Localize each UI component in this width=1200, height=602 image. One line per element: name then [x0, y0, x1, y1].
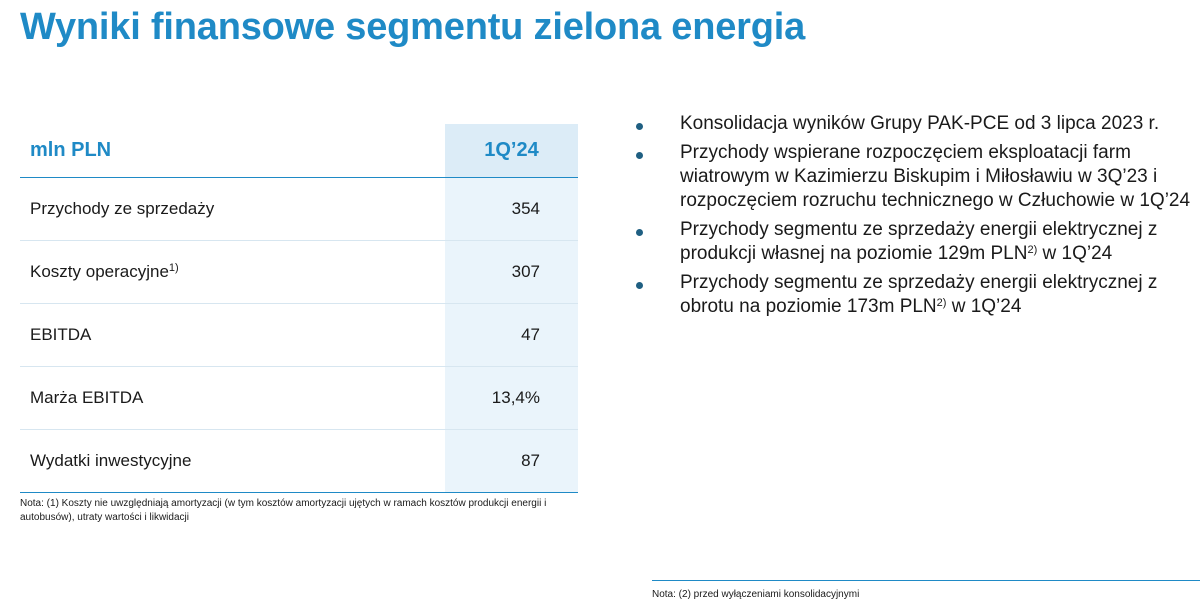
list-item	[632, 112, 1192, 136]
table-footnote: Nota: (1) Koszty nie uwzględniają amortyzacji (w tym kosztów amortyzacji ujętych w ramach kosztów produkcji energii i autobusów), utraty wartości i likwidacji	[20, 498, 547, 523]
row-value: 13,4%	[445, 367, 578, 430]
table-header-row	[20, 124, 578, 178]
row-label-text: Marża EBITDA	[30, 388, 144, 407]
bullet-text: Przychody wspierane rozpoczęciem eksploatacji farm wiatrowym w Kazimierzu Biskupim i Miłosławiu w 3Q’23 i rozpoczęciem rozruchu technicznego w Człuchowie w 1Q’24	[680, 142, 1191, 211]
row-label	[20, 430, 445, 493]
footnote-ref: 2)	[1027, 244, 1038, 256]
bullet-dot-icon	[636, 282, 643, 289]
page-title: Wyniki finansowe segmentu zielona energia	[20, 6, 806, 48]
footnote-ref: 2)	[936, 297, 947, 309]
footnote-divider	[652, 580, 1200, 581]
row-label-text: Przychody ze sprzedaży	[30, 199, 215, 218]
header-unit: mln PLN	[20, 124, 445, 178]
row-value: 87	[445, 430, 578, 493]
financial-results-table	[20, 124, 578, 493]
bullet-text: Konsolidacja wyników Grupy PAK-PCE od 3 lipca 2023 r.	[680, 113, 1160, 134]
bullet-text	[680, 272, 1157, 317]
table-row	[20, 367, 578, 430]
bullet-list	[632, 112, 1192, 324]
footnote-ref: 1)	[168, 262, 179, 274]
row-label-text: EBITDA	[30, 325, 92, 344]
list-item	[632, 271, 1192, 319]
row-label	[20, 241, 445, 304]
bullet-text-main: Przychody segmentu ze sprzedaży energii elektrycznej z produkcji własnej na poziomie 129m PLN	[680, 219, 1158, 264]
bullet-dot-icon	[636, 229, 643, 236]
row-label-text: Koszty operacyjne	[30, 262, 169, 281]
row-label-text: Wydatki inwestycyjne	[30, 451, 192, 470]
row-label	[20, 178, 445, 241]
table-row	[20, 304, 578, 367]
bullet-dot-icon	[636, 152, 643, 159]
row-label	[20, 304, 445, 367]
row-value: 354	[445, 178, 578, 241]
list-item	[632, 218, 1192, 266]
bottom-footnote: Nota: (2) przed wyłączeniami konsolidacyjnymi	[652, 589, 860, 600]
list-item	[632, 141, 1192, 213]
bullet-text	[680, 219, 1157, 264]
bullet-text-main: Przychody segmentu ze sprzedaży energii elektrycznej z obrotu na poziomie 173m PLN	[680, 272, 1158, 317]
row-label	[20, 367, 445, 430]
bullet-text-tail: w 1Q’24	[1037, 243, 1113, 264]
bullet-text-tail: w 1Q’24	[946, 296, 1022, 317]
row-value: 47	[445, 304, 578, 367]
table-row	[20, 178, 578, 241]
table-row	[20, 241, 578, 304]
table-row	[20, 430, 578, 493]
bullet-dot-icon	[636, 123, 643, 130]
header-period: 1Q’24	[445, 124, 578, 178]
row-value: 307	[445, 241, 578, 304]
